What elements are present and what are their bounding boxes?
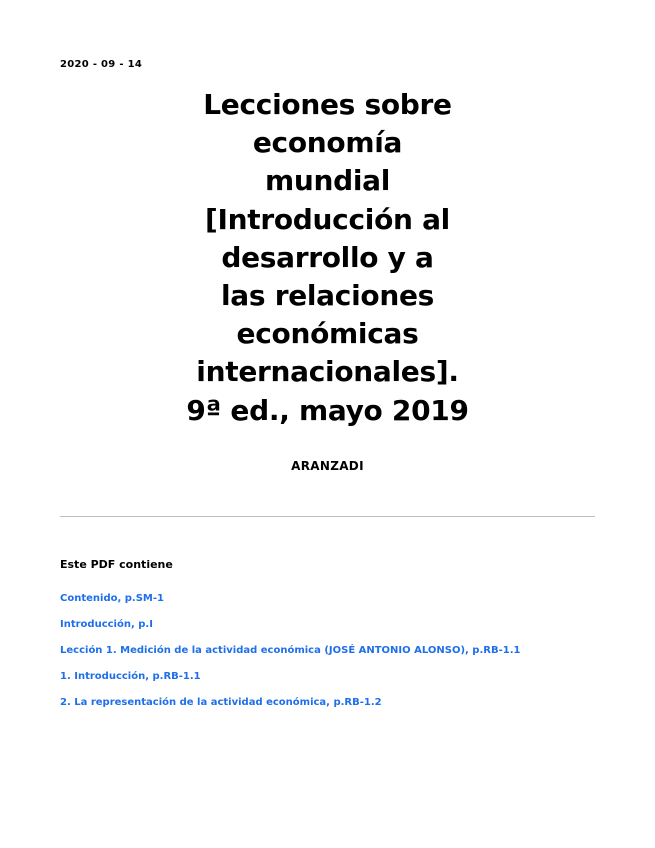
toc-item bbox=[60, 638, 520, 664]
title-line: 9ª ed., mayo 2019 bbox=[186, 393, 469, 427]
toc-link-leccion-1[interactable]: Lección 1. Medición de la actividad económica (JOSÉ ANTONIO ALONSO), p.RB-1.1 bbox=[60, 645, 521, 656]
toc-link-2-representacion[interactable]: 2. La representación de la actividad económica, p.RB-1.2 bbox=[60, 697, 382, 708]
document-title bbox=[0, 86, 655, 430]
title-line: económicas bbox=[236, 317, 419, 351]
title-line: internacionales]. bbox=[196, 355, 459, 389]
toc-item bbox=[60, 612, 520, 638]
title-line: economía bbox=[252, 126, 403, 160]
title-line: Lecciones sobre bbox=[203, 88, 452, 121]
title-line: las relaciones bbox=[220, 279, 435, 313]
toc-item bbox=[60, 690, 520, 716]
divider bbox=[60, 516, 595, 517]
toc-item bbox=[60, 586, 520, 612]
toc-link-introduccion[interactable]: Introducción, p.I bbox=[60, 619, 153, 630]
toc-link-contenido[interactable]: Contenido, p.SM-1 bbox=[60, 593, 164, 604]
document-date: 2020 - 09 - 14 bbox=[60, 59, 143, 70]
table-of-contents bbox=[60, 586, 520, 716]
toc-link-1-introduccion[interactable]: 1. Introducción, p.RB-1.1 bbox=[60, 671, 201, 682]
title-line: desarrollo y a bbox=[221, 240, 434, 274]
contents-heading: Este PDF contiene bbox=[60, 558, 173, 571]
toc-item bbox=[60, 664, 520, 690]
title-line: mundial bbox=[264, 164, 391, 198]
title-line: [Introducción al bbox=[205, 202, 450, 236]
publisher: ARANZADI bbox=[291, 459, 364, 473]
